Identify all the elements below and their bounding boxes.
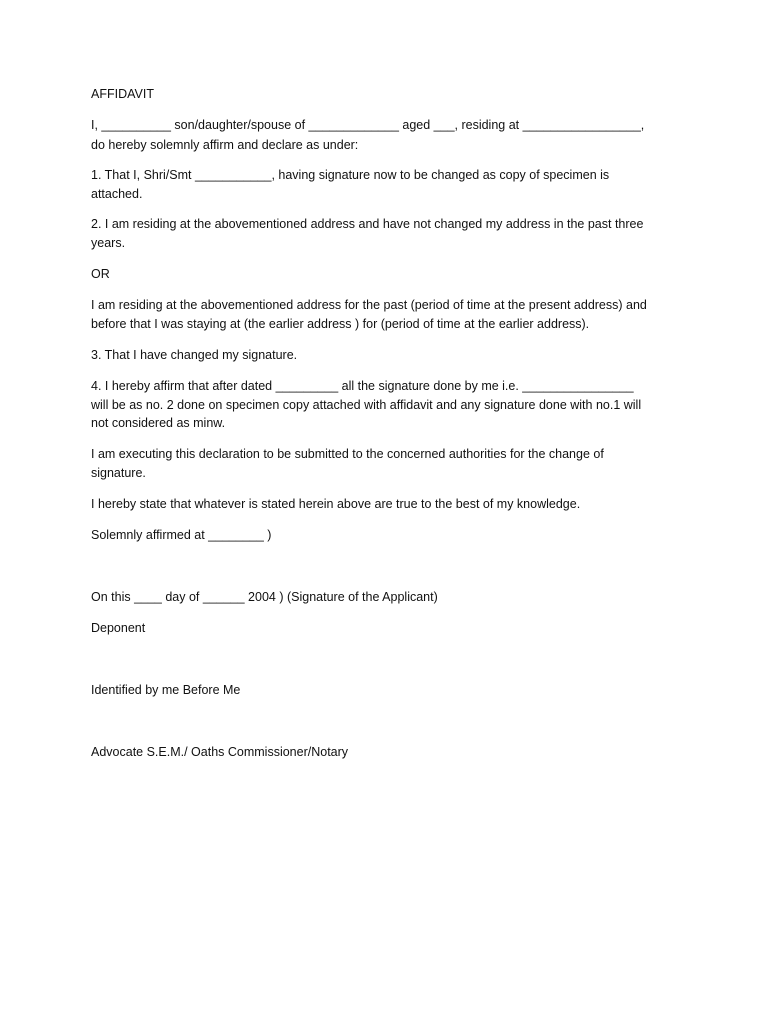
document-title: AFFIDAVIT xyxy=(91,87,154,101)
execution-line-2: signature. xyxy=(91,466,146,480)
item-1-line-2: attached. xyxy=(91,187,143,201)
date-signature-line: On this ____ day of ______ 2004 ) (Signature of the Applicant) xyxy=(91,590,438,604)
intro-line-2: do hereby solemnly affirm and declare as under: xyxy=(91,138,359,152)
advocate-line: Advocate S.E.M./ Oaths Commissioner/Notary xyxy=(91,745,349,759)
intro-line-1: I, __________ son/daughter/spouse of _____________ aged ___, residing at _________________, xyxy=(91,118,645,132)
or-separator: OR xyxy=(91,267,110,281)
item-2-line-1: 2. I am residing at the abovementioned address and have not changed my address in the past three xyxy=(91,217,644,231)
item-2-line-2: years. xyxy=(91,236,126,250)
identified-line: Identified by me Before Me xyxy=(91,683,241,697)
alternate-line-1: I am residing at the abovementioned address for the past (period of time at the present address) and xyxy=(91,298,647,312)
item-4-line-1: 4. I hereby affirm that after dated _________ all the signature done by me i.e. ________________ xyxy=(91,379,634,393)
item-1-line-1: 1. That I, Shri/Smt ___________, having signature now to be changed as copy of specimen is xyxy=(91,168,610,182)
statement-line: I hereby state that whatever is stated herein above are true to the best of my knowledge. xyxy=(91,497,581,511)
alternate-line-2: before that I was staying at (the earlier address ) for (period of time at the earlier address). xyxy=(91,317,590,331)
item-4-line-3: not considered as minw. xyxy=(91,416,226,430)
affirmed-line: Solemnly affirmed at ________ ) xyxy=(91,528,272,542)
item-4-line-2: will be as no. 2 done on specimen copy attached with affidavit and any signature done with no.1 will xyxy=(91,398,642,412)
execution-line-1: I am executing this declaration to be submitted to the concerned authorities for the change of xyxy=(91,447,604,461)
deponent-label: Deponent xyxy=(91,621,146,635)
item-3: 3. That I have changed my signature. xyxy=(91,348,298,362)
